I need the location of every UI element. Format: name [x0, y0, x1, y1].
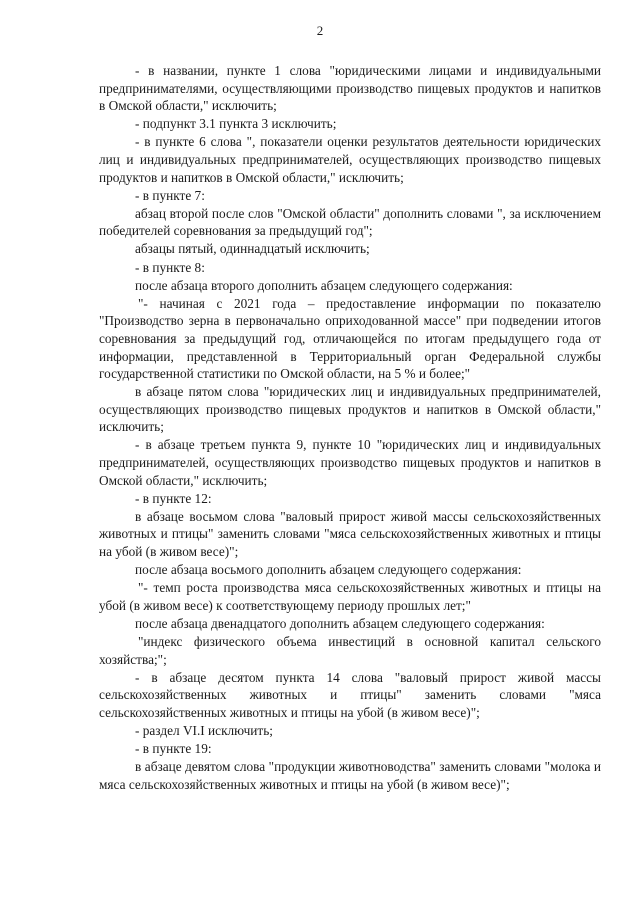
paragraph-7: - в пункте 8:: [135, 259, 205, 275]
paragraph-10: в абзаце пятом слова "юридических лиц и индивидуальных предпринимателей, осуществляющих производство пищевых продуктов и напитков в Омской области," исключить;: [99, 384, 601, 435]
paragraph-17: "индекс физического объема инвестиций в основной капитал сельского хозяйства;";: [99, 634, 601, 667]
paragraph-15: "- темп роста производства мяса сельскохозяйственных животных и птицы на убой (в живом весе) к соответствующему периоду прошлых лет;": [99, 580, 601, 613]
paragraph-21: в абзаце девятом слова "продукции животноводства" заменить словами "молока и мяса сельскохозяйственных животных и птицы на убой (в живом весе)";: [99, 759, 601, 792]
paragraph-4: - в пункте 7:: [135, 187, 205, 203]
paragraph-2: - подпункт 3.1 пункта 3 исключить;: [135, 116, 337, 132]
paragraph-14: после абзаца восьмого дополнить абзацем следующего содержания:: [135, 562, 522, 578]
document-body: [99, 62, 601, 794]
page-number: 2: [316, 23, 324, 38]
paragraph-19: - раздел VI.I исключить;: [135, 722, 273, 738]
paragraph-8: после абзаца второго дополнить абзацем следующего содержания:: [135, 277, 513, 293]
paragraph-13: в абзаце восьмом слова "валовый прирост живой массы сельскохозяйственных животных и птицы" заменить словами "мяса сельскохозяйственных животных и птицы на убой (в живом весе)";: [99, 508, 601, 560]
paragraph-18: - в абзаце десятом пункта 14 слова "валовый прирост живой массы сельскохозяйственных животных и птицы" заменить словами "мяса сельскохозяйственных животных и птицы на убой (в живом весе)";: [99, 669, 601, 720]
paragraph-5: абзац второй после слов "Омской области" дополнить словами ", за исключением победителей соревнования за предыдущий год";: [99, 205, 601, 239]
paragraph-1: - в названии, пункте 1 слова "юридическими лицами и индивидуальными предпринимателями, осуществляющими производство пищевых продуктов и напитков в Омской области," исключить;: [99, 63, 601, 114]
paragraph-3: - в пункте 6 слова ", показатели оценки результатов деятельности юридических лиц и индивидуальных предпринимателей, осуществляющих производство пищевых продуктов и напитков в Омской области," исключить;: [99, 134, 601, 185]
paragraph-16: после абзаца двенадцатого дополнить абзацем следующего содержания:: [135, 615, 545, 631]
paragraph-9: "- начиная с 2021 года – предоставление информации по показателю "Производство зерна в первоначально оприходованной массе" при подведении итогов соревнования за предыдущий год, отличающейся по итогам предыдущего года от информации, представленной в Территориальный орган Федеральной службы государственной статистики по Омской области, на 5 % и более;": [99, 295, 601, 382]
paragraph-12: - в пункте 12:: [135, 490, 212, 506]
paragraph-6: абзацы пятый, одиннадцатый исключить;: [135, 241, 370, 257]
paragraph-20: - в пункте 19:: [135, 741, 212, 757]
paragraph-11: - в абзаце третьем пункта 9, пункте 10 "юридических лиц и индивидуальных предпринимателей, осуществляющих производство пищевых продуктов и напитков в Омской области," исключить;: [99, 437, 601, 488]
